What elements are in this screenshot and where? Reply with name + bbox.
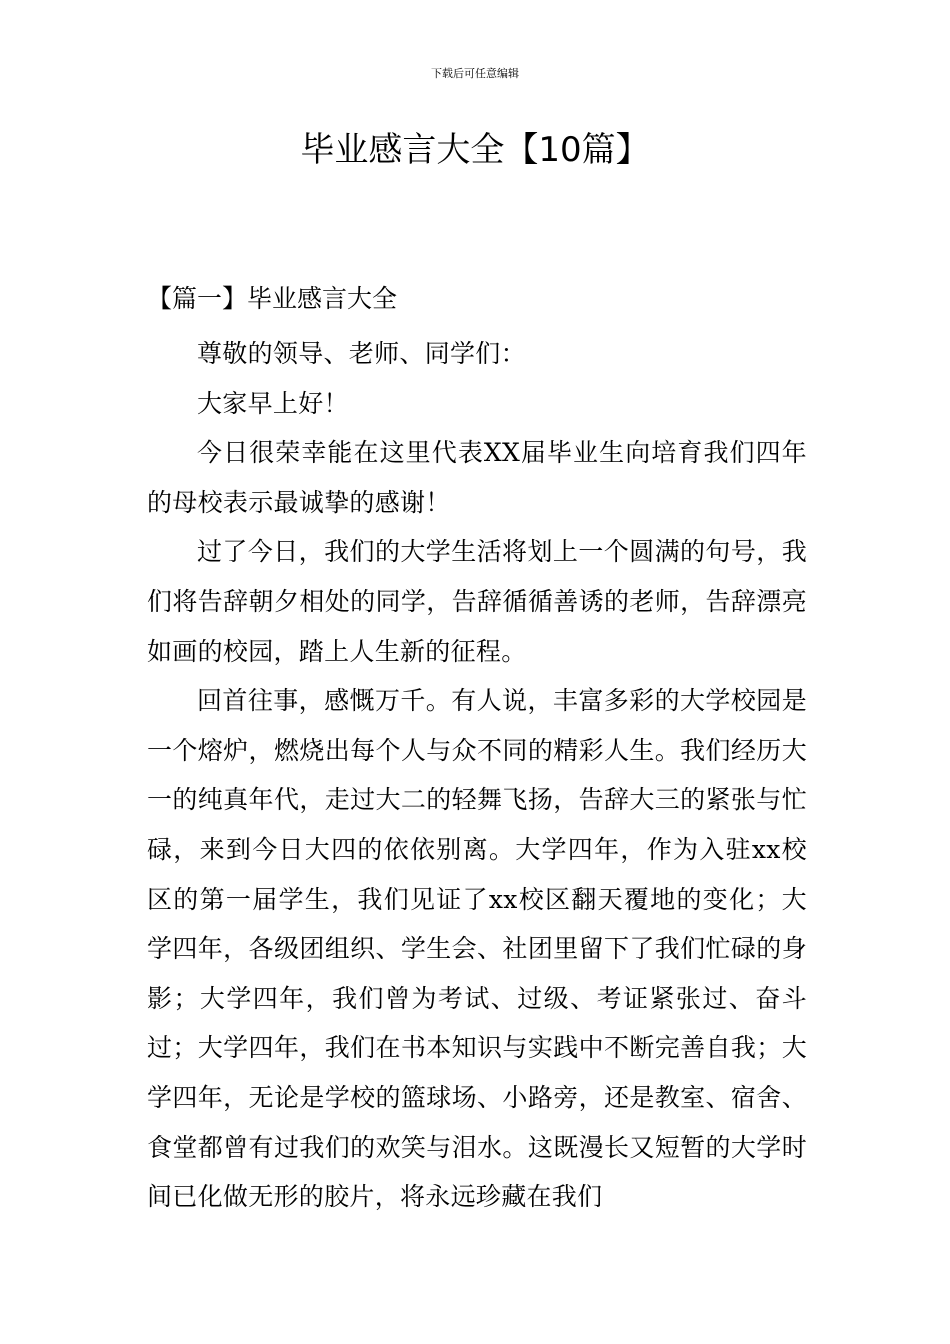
document-body [147,329,807,1222]
paragraph-salutation: 尊敬的领导、老师、同学们： [197,339,526,368]
paragraph-greeting: 大家早上好！ [197,388,349,418]
paragraph-reminiscence: 回首往事，感慨万千。有人说，丰富多彩的大学校园是一个熔炉，燃烧出每个人与众不同的精彩人生。我们经历大一的纯真年代，走过大二的轻舞飞扬，告辞大三的紧张与忙碌，来到今日大四的依依别离。大学四年，作为入驻xx校区的第一届学生，我们见证了xx校区翻天覆地的变化；大学四年，各级团组织、学生会、社团里留下了我们忙碌的身影；大学四年，我们曾为考试、过级、考证紧张过、奋斗过；大学四年，我们在书本知识与实践中不断完善自我；大学四年，无论是学校的篮球场、小路旁，还是教室、宿舍、食堂都曾有过我们的欢笑与泪水。这既漫长又短暂的大学时间已化做无形的胶片，将永远珍藏在我们 [147,686,807,1212]
section-heading: 【篇一】毕业感言大全 [147,284,398,313]
paragraph-thanks: 今日很荣幸能在这里代表XX届毕业生向培育我们四年的母校表示最诚挚的感谢！ [147,438,807,517]
document-title: 毕业感言大全【10篇】 [300,130,650,170]
page-header-note: 下载后可任意编辑 [431,67,519,80]
paragraph-farewell: 过了今日，我们的大学生活将划上一个圆满的句号，我们将告辞朝夕相处的同学，告辞循循善诱的老师，告辞漂亮如画的校园，踏上人生新的征程。 [147,537,807,666]
